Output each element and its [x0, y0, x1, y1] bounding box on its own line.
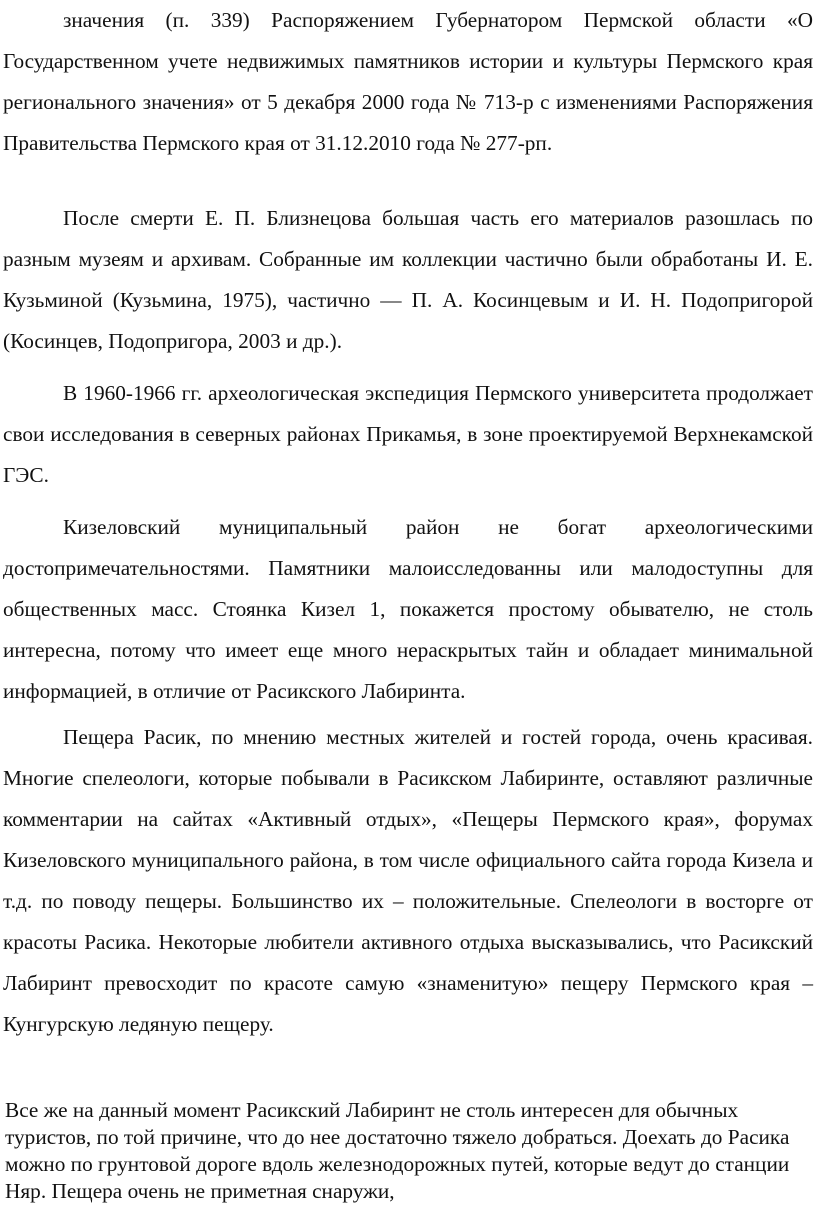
paragraph-heritage-registry: значения (п. 339) Распоряжением Губернатором Пермской области «О Государственном учете недвижимых памятников истории и культуры Пермского края регионального значения» от 5 декабря 2000 года № 713-р с изменениями Распоряжения Правительства Пермского края от 31.12.2010 года № 277-рп.	[3, 8, 813, 155]
paragraph-rasik-cave: Пещера Расик, по мнению местных жителей и гостей города, очень красивая. Многие спелеологи, которые побывали в Расикском Лабиринте, оставляют различные комментарии на сайтах «Активный отдых», «Пещеры Пермского края», форумах Кизеловского муниципального района, в том числе официального сайта города Кизела и т.д. по поводу пещеры. Большинство их – положительные. Спелеологи в восторге от красоты Расика. Некоторые любители активного отдыха высказывались, что Расикский Лабиринт превосходит по красоте самую «знаменитую» пещеру Пермского края – Кунгурскую ледяную пещеру.	[3, 725, 813, 1036]
paragraph-kizel-district: Кизеловский муниципальный район не богат археологическими достопримечательностями. Памятники малоисследованны или малодоступны для общественных масс. Стоянка Кизел 1, покажется простому обывателю, не столь интересна, потому что имеет еще много нераскрытых тайн и обладает минимальной информацией, в отличие от Расикского Лабиринта.	[3, 515, 813, 703]
paragraph-bliznetsov-materials: После смерти Е. П. Близнецова большая часть его материалов разошлась по разным музеям и архивам. Собранные им коллекции частично были обработаны И. Е. Кузьминой (Кузьмина, 1975), частично — П. А. Косинцевым и И. Н. Подопригорой (Косинцев, Подопригора, 2003 и др.).	[3, 206, 813, 353]
paragraph-rasik-access: Все же на данный момент Расикский Лабиринт не столь интересен для обычных туристов, по той причине, что до нее достаточно тяжело добраться. Доехать до Расика можно по грунтовой дороге вдоль железнодорожных путей, которые ведут до станции Няр. Пещера очень не приметная снаружи,	[5, 1098, 790, 1203]
paragraph-university-expedition: В 1960-1966 гг. археологическая экспедиция Пермского университета продолжает свои исследования в северных районах Прикамья, в зоне проектируемой Верхнекамской ГЭС.	[3, 381, 813, 487]
